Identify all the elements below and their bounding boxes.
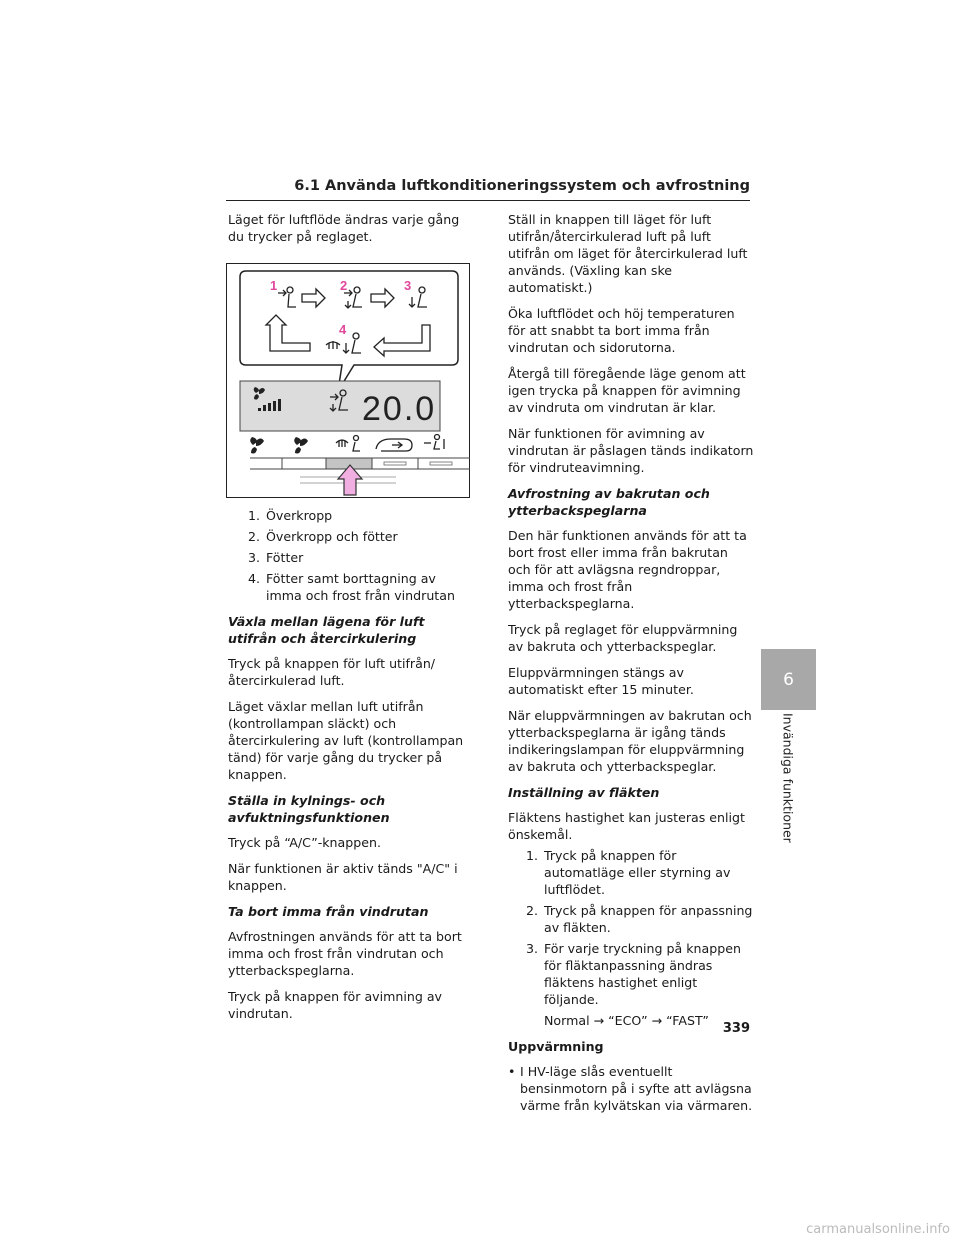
list-item: 2. Tryck på knappen för anpassning av fläkten. (526, 903, 753, 935)
paragraph: Fläktens hastighet kan justeras enligt önskemål. (508, 810, 745, 842)
section-heading: Växla mellan lägena för luft utifrån och återcirkulering (228, 614, 425, 646)
fan-sequence: Normal → “ECO” → “FAST” (544, 1013, 709, 1028)
left-column (228, 211, 473, 254)
list-item: 3. Fötter (248, 550, 304, 565)
temperature-readout: 20.0 (362, 390, 437, 428)
callout-3: 3 (404, 278, 412, 293)
chapter-tab (761, 649, 816, 710)
section-heading: Avfrostning av bakrutan och ytterbackspeglarna (508, 486, 710, 518)
list-item: • I HV-läge slås eventuellt bensinmotorn på i syfte att avlägsna värme från kylvätskan via värmaren. (508, 1064, 753, 1113)
chapter-number: 6 (783, 669, 794, 690)
section-heading: Ta bort imma från vindrutan (228, 904, 429, 919)
paragraph: Eluppvärmningen stängs av automatiskt efter 15 minuter. (508, 665, 694, 697)
paragraph: Ställ in knappen till läget för luft utifrån/återcirkulerad luft på luft utifrån om läget för återcirkulerad luft används. (Växling kan ske automatiskt.) (508, 212, 748, 295)
section-heading: Uppvärmning (508, 1039, 604, 1054)
paragraph: Läget växlar mellan luft utifrån (kontrollampan släckt) och återcirkulering av luft (kontrollampan tänd) för varje gång du trycker på knappen. (228, 699, 464, 782)
paragraph: När funktionen är aktiv tänds "A/C" i knappen. (228, 861, 458, 893)
paragraph: Tryck på knappen för avimning av vindrutan. (228, 989, 443, 1021)
callout-4: 4 (339, 322, 347, 337)
list-item: 1. Tryck på knappen för automatläge eller styrning av luftflödet. (526, 848, 731, 897)
list-item: 4. Fötter samt borttagning av imma och frost från vindrutan (248, 571, 455, 603)
fan-steps-list (526, 847, 754, 1008)
list-item: 3. För varje tryckning på knappen för fläktanpassning ändras fläktens hastighet enligt följande. (526, 941, 741, 1007)
airflow-mode-diagram (226, 263, 470, 498)
callout-2: 2 (340, 278, 348, 293)
list-item: 1. Överkropp (248, 508, 333, 523)
page-number: 339 (722, 1021, 750, 1036)
heating-bullets (508, 1063, 754, 1114)
chapter-header: 6.1 Använda luftkonditioneringssystem och avfrostning (226, 178, 750, 201)
callout-1: 1 (270, 278, 278, 293)
airflow-mode-list (228, 507, 473, 604)
section-heading: Inställning av fläkten (508, 785, 660, 800)
paragraph: När eluppvärmningen av bakrutan och ytterbackspeglarna är igång tänds indikeringslampan för eluppvärmning av bakruta och ytterbackspeglar. (508, 708, 752, 774)
list-item: 2. Överkropp och fötter (248, 529, 398, 544)
paragraph: Den här funktionen används för att ta bort frost eller imma från bakrutan och för att avlägsna regndroppar, imma och frost från ytterbackspeglarna. (508, 528, 747, 611)
paragraph: Tryck på “A/C”-knappen. (228, 835, 381, 850)
paragraph: Tryck på reglaget för eluppvärmning av bakruta och ytterbackspeglar. (508, 622, 738, 654)
paragraph: Avfrostningen används för att ta bort imma och frost från vindrutan och ytterbackspeglarna. (228, 929, 462, 978)
right-column (508, 211, 754, 1114)
intro-text: Läget för luftflöde ändras varje gång du trycker på reglaget. (228, 212, 460, 244)
paragraph: Återgå till föregående läge genom att igen trycka på knappen för avimning av vindruta om vindrutan är klar. (508, 366, 746, 415)
section-heading: Ställa in kylnings- och avfuktningsfunktionen (228, 793, 390, 825)
paragraph: Tryck på knappen för luft utifrån/återcirkulerad luft. (228, 656, 436, 688)
chapter-side-title: Invändiga funktioner (780, 713, 796, 843)
paragraph: När funktionen för avimning av vindrutan är påslagen tänds indikatorn för vindruteavimning. (508, 426, 754, 475)
paragraph: Öka luftflödet och höj temperaturen för att snabbt ta bort imma från vindrutan och sidorutorna. (508, 306, 735, 355)
left-column-lower (228, 507, 473, 1031)
watermark: carmanualsonline.info (806, 1222, 950, 1237)
